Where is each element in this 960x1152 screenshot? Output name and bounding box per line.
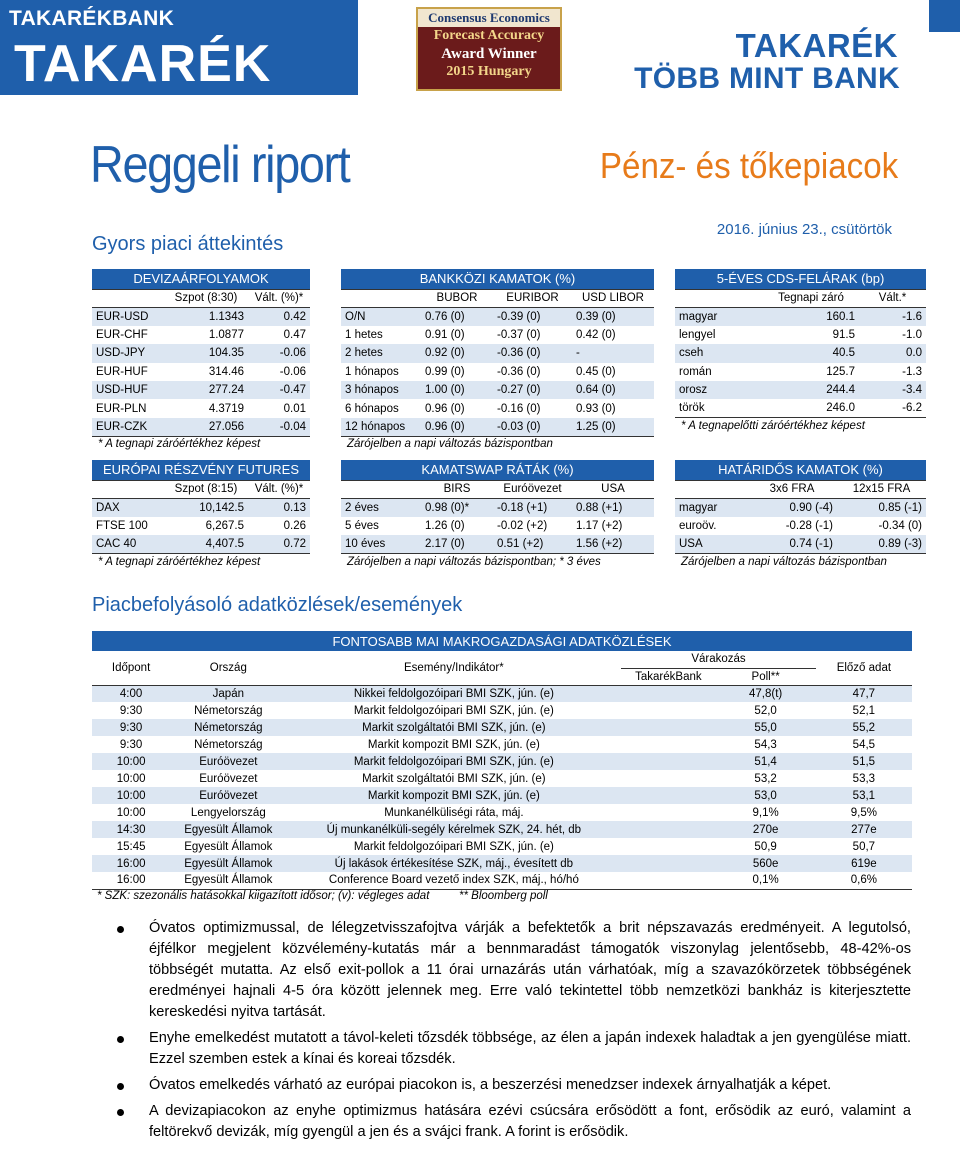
row-label: 2 éves bbox=[341, 498, 421, 516]
table-cell: -0.03 (0) bbox=[493, 418, 572, 436]
table-cell: 277.24 bbox=[164, 381, 248, 399]
report-date: 2016. június 23., csütörtök bbox=[716, 221, 892, 238]
column-header: Vált.* bbox=[859, 289, 926, 307]
table-cell: 0.47 bbox=[248, 326, 310, 344]
column-header: Vált. (%)* bbox=[248, 289, 310, 307]
row-label: EUR-CZK bbox=[92, 418, 164, 436]
table-cell: Euróövezet bbox=[170, 787, 286, 804]
table-cell: Németország bbox=[170, 719, 286, 736]
table-cell: 9,5% bbox=[850, 806, 877, 819]
table-cell: 50,7 bbox=[852, 840, 876, 853]
row-label: 1 hónapos bbox=[341, 363, 421, 381]
table-cell: Euróövezet bbox=[199, 772, 258, 785]
col-country: Ország bbox=[170, 651, 286, 685]
table-row bbox=[675, 381, 926, 399]
table-cell: 6,267.5 bbox=[164, 517, 248, 535]
column-header: Szpot (8:30) bbox=[164, 289, 248, 307]
table-row bbox=[92, 399, 310, 417]
table-cell bbox=[621, 719, 715, 736]
slogan-line1: TAKARÉK bbox=[735, 27, 898, 64]
table-cell: Markit kompozit BMI SZK, jún. (e) bbox=[367, 738, 540, 751]
table-cell: 1.00 (0) bbox=[421, 381, 493, 399]
row-label: EUR-USD bbox=[92, 307, 164, 325]
swap-note: Zárójelben a napi változás bázispontban; * 3 éves bbox=[347, 555, 601, 568]
table-cell: 53,0 bbox=[716, 787, 816, 804]
table-cell: 15:45 bbox=[116, 840, 146, 853]
fx-table bbox=[92, 269, 310, 437]
fx-table-title: DEVIZAÁRFOLYAMOK bbox=[92, 269, 310, 289]
column-header: Euróövezet bbox=[493, 480, 572, 498]
bank-logo: TAKARÉK bbox=[14, 35, 272, 93]
table-cell: 0.0 bbox=[859, 344, 926, 362]
table-cell: 47,7 bbox=[816, 685, 912, 702]
section-title-events: Piacbefolyásoló adatközlések/események bbox=[92, 594, 463, 616]
table-cell: Markit szolgáltatói BMI SZK, jún. (e) bbox=[286, 719, 621, 736]
col-prev: Előző adat bbox=[816, 651, 912, 685]
column-header: 12x15 FRA bbox=[837, 480, 926, 498]
table-row bbox=[92, 753, 912, 770]
row-label: USD-HUF bbox=[92, 381, 164, 399]
table-cell bbox=[621, 736, 715, 753]
macro-table-title: FONTOSABB MAI MAKROGAZDASÁGI ADATKÖZLÉSEK bbox=[92, 631, 912, 651]
table-cell bbox=[621, 872, 715, 889]
table-cell: 0.64 (0) bbox=[572, 381, 654, 399]
column-header: 3x6 FRA bbox=[747, 480, 837, 498]
table-cell: -0.04 bbox=[248, 418, 310, 436]
table-row bbox=[341, 381, 654, 399]
row-label: FTSE 100 bbox=[92, 517, 164, 535]
slogan-line2: TÖBB MINT BANK bbox=[634, 62, 900, 95]
table-cell bbox=[621, 770, 715, 787]
award-line: Consensus Economics bbox=[418, 9, 560, 27]
table-cell: 0.01 bbox=[248, 399, 310, 417]
table-row bbox=[341, 498, 654, 516]
row-label: CAC 40 bbox=[92, 535, 164, 553]
table-cell: 0.92 (0) bbox=[421, 344, 493, 362]
table-cell bbox=[621, 804, 715, 821]
table-cell: 16:00 bbox=[92, 855, 170, 872]
bank-banner bbox=[0, 0, 358, 95]
col-time: Időpont bbox=[92, 651, 170, 685]
bullet-text: A devizapiacokon az enyhe optimizmus hatására ezévi csúcsára erősödött a font, erősödik az euró, valamint a feltörekvő devizák, míg gyengül a jen és a svájci frank. A forint is erősödik. bbox=[149, 1103, 911, 1140]
table-cell: Új lakások értékesítése SZK, máj., évesített db bbox=[286, 855, 621, 872]
table-row bbox=[341, 307, 654, 325]
table-cell: 9,1% bbox=[752, 806, 779, 819]
table-cell: 125.7 bbox=[763, 363, 859, 381]
table-cell: -3.4 bbox=[859, 381, 926, 399]
cds-note: * A tegnapelőtti záróértékhez képest bbox=[681, 419, 865, 432]
report-subtitle: Pénz- és tőkepiacok bbox=[599, 145, 898, 186]
table-cell: 0.42 bbox=[248, 307, 310, 325]
table-cell: 619e bbox=[816, 855, 912, 872]
table-cell: 10:00 bbox=[92, 753, 170, 770]
table-cell: - bbox=[572, 344, 654, 362]
table-cell: 47,8(t) bbox=[716, 685, 816, 702]
table-row bbox=[92, 344, 310, 362]
col-expect: Várakozás bbox=[621, 651, 815, 668]
table-cell: Nikkei feldolgozóipari BMI SZK, jún. (e) bbox=[286, 685, 621, 702]
table-cell: 246.0 bbox=[763, 399, 859, 417]
report-title: Reggeli riport bbox=[90, 136, 350, 194]
table-cell bbox=[621, 787, 715, 804]
table-row bbox=[675, 326, 926, 344]
table-row bbox=[92, 307, 310, 325]
column-header bbox=[341, 480, 421, 498]
table-cell: Markit feldolgozóipari BMI SZK, jún. (e) bbox=[353, 840, 554, 853]
table-cell: 9:30 bbox=[119, 738, 143, 751]
table-cell: -0.02 (+2) bbox=[493, 517, 572, 535]
table-cell: 0.90 (-4) bbox=[747, 498, 837, 516]
table-row bbox=[341, 326, 654, 344]
row-label: orosz bbox=[675, 381, 763, 399]
table-cell bbox=[621, 821, 715, 838]
row-label: 2 hetes bbox=[341, 344, 421, 362]
table-cell: 52,0 bbox=[754, 704, 777, 717]
bullet-text: Óvatos optimizmussal, de lélegzetvisszafojtva várják a befektetők a brit népszavazás eredményeit. A legutolsó, éjfélkor megjelent közvélemény-kutatás már a bennmaradást támogatók viszonylag jelentősebb, 48-42%-os többségét mutatta. Az első exit-pollok a 11 órai urnazárás után várhatóak, míg a szavazókörzetek többségének eredményei hajnali 4-5 óra között jelennek meg. Erre való tekintettel több nemzetközi bankház is kiterjesztette kereskedési nyitva tartását. bbox=[149, 920, 911, 1020]
futures-table-title: EURÓPAI RÉSZVÉNY FUTURES bbox=[92, 460, 310, 480]
table-cell: Conference Board vezető index SZK, máj., hó/hó bbox=[286, 872, 621, 889]
table-cell: 0,1% bbox=[716, 872, 816, 889]
table-cell: 51,5 bbox=[816, 753, 912, 770]
rates-table bbox=[341, 269, 654, 437]
table-cell: -0.47 bbox=[248, 381, 310, 399]
table-cell: 0.74 (-1) bbox=[747, 535, 837, 553]
table-cell: -0.37 (0) bbox=[493, 326, 572, 344]
table-cell: 16:00 bbox=[92, 872, 170, 889]
table-cell: 1.26 (0) bbox=[421, 517, 493, 535]
commentary-list bbox=[117, 918, 911, 1148]
table-row bbox=[341, 399, 654, 417]
column-header: BUBOR bbox=[421, 289, 493, 307]
table-cell: 314.46 bbox=[164, 363, 248, 381]
table-row bbox=[92, 787, 912, 804]
table-cell: 4:00 bbox=[92, 685, 170, 702]
table-cell bbox=[621, 855, 715, 872]
table-cell: 53,2 bbox=[754, 772, 777, 785]
futures-table bbox=[92, 460, 310, 554]
row-label: DAX bbox=[92, 498, 164, 516]
swap-table-title: KAMATSWAP RÁTÁK (%) bbox=[341, 460, 654, 480]
fx-note: * A tegnapi záróértékhez képest bbox=[98, 438, 261, 451]
table-cell: 0.96 (0) bbox=[421, 418, 493, 436]
table-cell: -0.18 (+1) bbox=[493, 498, 572, 516]
table-cell: 0.26 bbox=[248, 517, 310, 535]
table-cell: 0.85 (-1) bbox=[837, 498, 926, 516]
table-cell: 53,3 bbox=[852, 772, 876, 785]
table-cell: -0.28 (-1) bbox=[747, 517, 837, 535]
column-header bbox=[675, 480, 747, 498]
table-row bbox=[675, 498, 926, 516]
table-row bbox=[92, 685, 912, 702]
table-cell: Markit feldolgozóipari BMI SZK, jún. (e) bbox=[353, 704, 554, 717]
table-cell: 52,1 bbox=[852, 704, 876, 717]
table-cell: 9:30 bbox=[92, 719, 170, 736]
table-cell: 51,4 bbox=[716, 753, 816, 770]
table-cell: -0.39 (0) bbox=[493, 307, 572, 325]
bullet-text: Óvatos emelkedés várható az európai piacokon is, a beszerzési menedzser indexek árnyalhatják a képet. bbox=[149, 1077, 832, 1093]
table-row bbox=[675, 535, 926, 553]
table-row bbox=[341, 418, 654, 436]
table-cell: 2.17 (0) bbox=[421, 535, 493, 553]
row-label: cseh bbox=[675, 344, 763, 362]
col-takarek: TakarékBank bbox=[621, 668, 715, 685]
table-cell: 0.51 (+2) bbox=[493, 535, 572, 553]
row-label: török bbox=[675, 399, 763, 417]
table-cell: 14:30 bbox=[92, 821, 170, 838]
column-header: BIRS bbox=[421, 480, 493, 498]
forward-table-title: HATÁRIDŐS KAMATOK (%) bbox=[675, 460, 926, 480]
table-cell bbox=[621, 838, 715, 855]
table-cell: 53,1 bbox=[816, 787, 912, 804]
table-cell: Németország bbox=[194, 704, 263, 717]
table-cell: 0.45 (0) bbox=[572, 363, 654, 381]
table-cell: 1.1343 bbox=[164, 307, 248, 325]
row-label: 10 éves bbox=[341, 535, 421, 553]
award-line: 2015 Hungary bbox=[446, 64, 532, 79]
table-cell: Lengyelország bbox=[190, 806, 266, 819]
table-cell: 0.99 (0) bbox=[421, 363, 493, 381]
bullet-icon bbox=[117, 926, 124, 933]
table-cell: 0,6% bbox=[816, 872, 912, 889]
row-label: USA bbox=[675, 535, 747, 553]
table-row bbox=[92, 838, 912, 855]
table-cell: 1.25 (0) bbox=[572, 418, 654, 436]
table-row bbox=[92, 517, 310, 535]
table-cell: 0.89 (-3) bbox=[837, 535, 926, 553]
table-row bbox=[92, 821, 912, 838]
table-cell: 27.056 bbox=[164, 418, 248, 436]
table-row bbox=[341, 535, 654, 553]
table-cell: Markit kompozit BMI SZK, jún. (e) bbox=[286, 787, 621, 804]
table-cell: 40.5 bbox=[763, 344, 859, 362]
row-label: román bbox=[675, 363, 763, 381]
col-event: Esemény/Indikátor* bbox=[286, 651, 621, 685]
table-cell: 10:00 bbox=[116, 806, 146, 819]
rates-table-title: BANKKÖZI KAMATOK (%) bbox=[341, 269, 654, 289]
table-row bbox=[92, 326, 310, 344]
table-cell: 1.0877 bbox=[164, 326, 248, 344]
table-row bbox=[675, 307, 926, 325]
table-cell bbox=[621, 685, 715, 702]
row-label: EUR-HUF bbox=[92, 363, 164, 381]
column-header: USD LIBOR bbox=[572, 289, 654, 307]
award-line: Forecast Accuracy bbox=[433, 28, 545, 43]
row-label: 5 éves bbox=[341, 517, 421, 535]
table-row bbox=[92, 363, 310, 381]
table-cell: Euróövezet bbox=[170, 753, 286, 770]
table-cell: 10,142.5 bbox=[164, 498, 248, 516]
table-cell: Markit feldolgozóipari BMI SZK, jún. (e) bbox=[286, 753, 621, 770]
table-cell: 10:00 bbox=[92, 787, 170, 804]
table-row bbox=[92, 498, 310, 516]
award-line: Award Winner bbox=[441, 46, 537, 62]
table-row bbox=[92, 381, 310, 399]
table-cell bbox=[621, 753, 715, 770]
table-cell: -0.06 bbox=[248, 344, 310, 362]
row-label: O/N bbox=[341, 307, 421, 325]
futures-note: * A tegnapi záróértékhez képest bbox=[98, 555, 261, 568]
table-row bbox=[92, 872, 912, 889]
row-label: 1 hetes bbox=[341, 326, 421, 344]
row-label: euroöv. bbox=[675, 517, 747, 535]
table-row bbox=[92, 736, 912, 753]
table-row bbox=[341, 363, 654, 381]
table-cell: Markit szolgáltatói BMI SZK, jún. (e) bbox=[362, 772, 546, 785]
table-cell: 0.96 (0) bbox=[421, 399, 493, 417]
table-row bbox=[341, 344, 654, 362]
table-cell: Németország bbox=[194, 738, 263, 751]
row-label: magyar bbox=[675, 498, 747, 516]
table-cell: 560e bbox=[716, 855, 816, 872]
table-row bbox=[675, 399, 926, 417]
column-header bbox=[92, 480, 164, 498]
row-label: magyar bbox=[675, 307, 763, 325]
bullet-icon bbox=[117, 1083, 124, 1090]
table-row bbox=[675, 344, 926, 362]
row-label: lengyel bbox=[675, 326, 763, 344]
table-cell: Egyesült Államok bbox=[170, 872, 286, 889]
column-header: Szpot (8:15) bbox=[164, 480, 248, 498]
table-cell: 10:00 bbox=[116, 772, 146, 785]
table-row bbox=[675, 363, 926, 381]
table-cell: 270e bbox=[716, 821, 816, 838]
row-label: EUR-PLN bbox=[92, 399, 164, 417]
row-label: USD-JPY bbox=[92, 344, 164, 362]
bullet-item bbox=[117, 1028, 911, 1070]
table-cell: 54,5 bbox=[852, 738, 876, 751]
table-cell: 0.88 (+1) bbox=[572, 498, 654, 516]
macro-note-1: * SZK: szezonális hatásokkal kiigazított idősor; (v): végleges adat bbox=[97, 890, 430, 902]
table-cell: 0.91 (0) bbox=[421, 326, 493, 344]
bullet-icon bbox=[117, 1109, 124, 1116]
table-cell: -1.3 bbox=[859, 363, 926, 381]
award-badge bbox=[416, 7, 562, 91]
macro-note-2: ** Bloomberg poll bbox=[459, 890, 548, 902]
rates-note: Zárójelben a napi változás bázispontban bbox=[347, 438, 553, 451]
table-cell: Egyesült Államok bbox=[184, 840, 273, 853]
table-cell: Egyesült Államok bbox=[170, 821, 286, 838]
table-cell: 4.3719 bbox=[164, 399, 248, 417]
column-header: Vált. (%)* bbox=[248, 480, 310, 498]
table-cell: 0.13 bbox=[248, 498, 310, 516]
table-cell: 91.5 bbox=[763, 326, 859, 344]
row-label: EUR-CHF bbox=[92, 326, 164, 344]
forward-note: Zárójelben a napi változás bázispontban bbox=[681, 555, 887, 568]
section-title-overview: Gyors piaci áttekintés bbox=[92, 233, 284, 255]
column-header bbox=[675, 289, 763, 307]
table-cell: -0.16 (0) bbox=[493, 399, 572, 417]
column-header: USA bbox=[572, 480, 654, 498]
table-cell: 9:30 bbox=[119, 704, 143, 717]
row-label: 6 hónapos bbox=[341, 399, 421, 417]
table-cell: 4,407.5 bbox=[164, 535, 248, 553]
bullet-item bbox=[117, 1101, 911, 1143]
bank-name: TAKARÉKBANK bbox=[9, 7, 175, 30]
table-cell: -0.36 (0) bbox=[493, 363, 572, 381]
table-cell: 1.56 (+2) bbox=[572, 535, 654, 553]
row-label: 12 hónapos bbox=[341, 418, 421, 436]
table-cell: 54,3 bbox=[754, 738, 777, 751]
macro-table bbox=[92, 631, 912, 890]
column-header: EURIBOR bbox=[493, 289, 572, 307]
table-cell: -0.34 (0) bbox=[837, 517, 926, 535]
table-cell: -0.36 (0) bbox=[493, 344, 572, 362]
table-cell: 1.17 (+2) bbox=[572, 517, 654, 535]
table-cell: 50,9 bbox=[754, 840, 777, 853]
table-cell: Egyesült Államok bbox=[170, 855, 286, 872]
table-row bbox=[92, 855, 912, 872]
table-row bbox=[92, 770, 912, 787]
table-row bbox=[92, 719, 912, 736]
corner-strip bbox=[929, 0, 960, 32]
column-header bbox=[341, 289, 421, 307]
cds-table bbox=[675, 269, 926, 418]
bullet-item bbox=[117, 1075, 911, 1096]
col-poll: Poll** bbox=[716, 668, 816, 685]
bullet-item bbox=[117, 918, 911, 1023]
table-cell: 104.35 bbox=[164, 344, 248, 362]
table-row bbox=[92, 702, 912, 719]
column-header: Tegnapi záró bbox=[763, 289, 859, 307]
swap-table bbox=[341, 460, 654, 554]
table-cell: Japán bbox=[170, 685, 286, 702]
row-label: 3 hónapos bbox=[341, 381, 421, 399]
table-cell: -1.0 bbox=[859, 326, 926, 344]
table-cell: Munkanélküliségi ráta, máj. bbox=[384, 806, 524, 819]
table-cell: -6.2 bbox=[859, 399, 926, 417]
table-cell: -0.06 bbox=[248, 363, 310, 381]
forward-table bbox=[675, 460, 926, 554]
column-header bbox=[92, 289, 164, 307]
table-cell: 277e bbox=[816, 821, 912, 838]
table-row bbox=[675, 517, 926, 535]
table-cell: 0.93 (0) bbox=[572, 399, 654, 417]
table-cell: Új munkanélküli-segély kérelmek SZK, 24. hét, db bbox=[286, 821, 621, 838]
table-cell: 0.98 (0)* bbox=[421, 498, 493, 516]
table-cell: 160.1 bbox=[763, 307, 859, 325]
table-cell bbox=[621, 702, 715, 719]
table-row bbox=[92, 804, 912, 821]
table-cell: 0.76 (0) bbox=[421, 307, 493, 325]
table-row bbox=[92, 535, 310, 553]
bullet-icon bbox=[117, 1036, 124, 1043]
table-cell: 0.72 bbox=[248, 535, 310, 553]
table-cell: 0.42 (0) bbox=[572, 326, 654, 344]
table-cell: 55,2 bbox=[816, 719, 912, 736]
table-cell: -0.27 (0) bbox=[493, 381, 572, 399]
bullet-text: Enyhe emelkedést mutatott a távol-keleti tőzsdék többsége, az élen a japán indexek haladtak a jen gyengülése miatt. Ezzel szemben estek a kínai és koreai tőzsdék. bbox=[149, 1030, 911, 1067]
table-cell: 244.4 bbox=[763, 381, 859, 399]
table-row bbox=[341, 517, 654, 535]
cds-table-title: 5-ÉVES CDS-FELÁRAK (bp) bbox=[675, 269, 926, 289]
table-row bbox=[92, 418, 310, 436]
table-cell: 0.39 (0) bbox=[572, 307, 654, 325]
table-cell: -1.6 bbox=[859, 307, 926, 325]
table-cell: 55,0 bbox=[716, 719, 816, 736]
